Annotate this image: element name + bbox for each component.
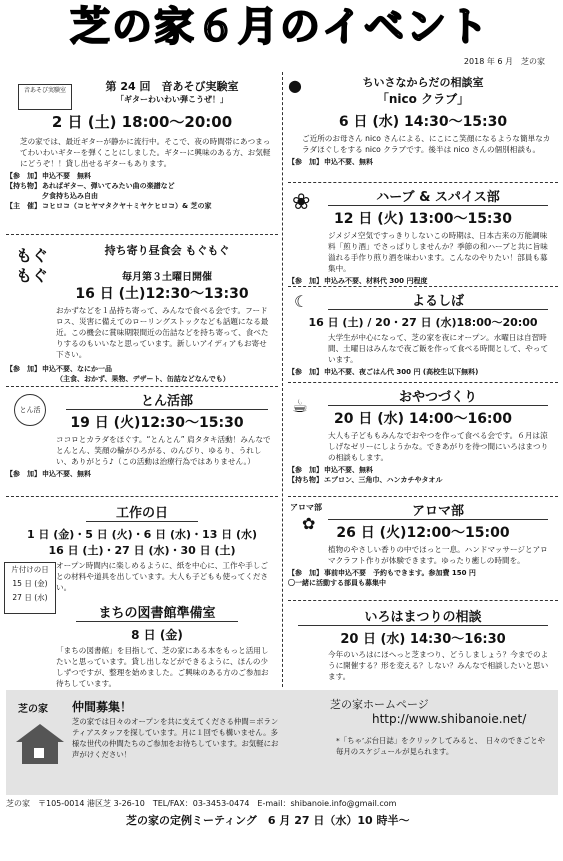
oto-meta-val-3: コヒロコ（コヒヤマタクヤ＋ミヤケヒロコ）& 芝の家	[42, 202, 212, 210]
sprout-icon: ✿	[302, 514, 316, 533]
herb-meta-val: 申込み不要、材料代 300 円程度	[324, 277, 428, 285]
mogumogu-icon: もぐもぐ	[16, 246, 49, 285]
moon-icon: ☾	[294, 292, 309, 311]
event-oto-asobi	[6, 72, 278, 211]
herb-sprig-icon: ❀	[292, 190, 311, 215]
hp-url-link[interactable]: http://www.shibanoie.net/	[372, 712, 527, 726]
mogu-meta-val-1: 申込不要、なにか一品	[42, 365, 112, 373]
cleanup-date-2: 27 日 (水)	[12, 593, 48, 602]
page-title: 芝の家６月のイベント	[70, 4, 490, 50]
divider	[6, 386, 278, 387]
yoru-meta	[288, 367, 558, 377]
recruit-body: 芝の家では日々のオープンを共に支えてくださる仲間＝ボランティアスタッフを探しています。月に１回でも構いません。多様な世代の仲間たちのご参加をお待ちしています。お気軽にお声がけください！	[72, 717, 279, 759]
library-head: まちの図書館準備室	[76, 602, 238, 622]
oyatsu-meta-key-1: 【参 加】	[288, 466, 323, 474]
divider	[288, 496, 558, 497]
recruit-head: 仲間募集！	[72, 700, 133, 714]
yoru-body: 大学生が中心になって、芝の家を夜にオープン。水曜日は自習時間、土曜日はみんなで夜ご飯を作って食べる時間として、やっています。	[328, 333, 549, 364]
herb-head: ハーブ & スパイス部	[328, 186, 548, 206]
aroma-body: 植物のやさしい香りの中でほっと一息。ハンドマッサージとアロマクラフト作りが体験できます。ゆったり癒しの時間を。	[328, 545, 548, 565]
cleanup-date-1: 15 日 (金)	[12, 579, 48, 588]
nico-meta	[288, 157, 558, 167]
yoru-when: 16 日 (土) / 20・27 日 (水)18:00〜20:00	[308, 316, 538, 329]
kousaku-when-1: 1 日 (金)・5 日 (火)・6 日 (水)・13 日 (水)	[26, 528, 258, 541]
aroma-label-icon: アロマ部	[290, 503, 322, 512]
herb-body: ジメジメ空気ですっきりしないこの時期は、日本古来の万能調味料「煎り酒」でさっぱりしませんか？季節の和ハーブと共に旨味溢れる手作り煎り酒を味わいます。こんなのやりたい！部員も募集中。	[328, 231, 548, 273]
event-yorushiba	[288, 290, 558, 377]
mogu-meta-key-1: 【参 加】	[6, 365, 41, 373]
divider	[288, 286, 558, 287]
oto-meta-key-3: 【主 催】	[6, 202, 41, 210]
oyatsu-meta-key-2: 【持ち物】	[288, 476, 323, 484]
oto-when: 2 日 (土) 18:00〜20:00	[51, 113, 233, 131]
herb-meta-key: 【参 加】	[288, 277, 323, 285]
iroha-body: 今年のいろはにほへっと芝まつり、どうしましょう？今までのように開催する？形を変える？しない？みんなで相談したいと思います。	[328, 650, 549, 681]
ton-logo-icon: とん活	[14, 394, 46, 426]
child-figure-icon: ●	[288, 76, 302, 95]
herb-when: 12 日 (火) 13:00〜15:30	[333, 211, 513, 227]
oyatsu-meta-val-2: エプロン、三角巾、ハンカチやタオル	[324, 476, 443, 484]
footer-meeting: 芝の家の定例ミーティング 6 月 27 日（水）10 時半〜	[126, 814, 410, 827]
ton-meta-val: 申込不要、無料	[42, 470, 91, 478]
yoru-meta-key: 【参 加】	[288, 368, 323, 376]
event-ton	[6, 390, 278, 479]
event-mogumogu	[6, 238, 278, 384]
event-library	[6, 602, 278, 689]
house-label: 芝の家	[18, 704, 48, 715]
oto-body: 芝の家では、最近ギターが静かに流行中。そこで、夜の時間帯にあつまってわいわいギターを弾くことにしました。ギターに興味のある方、お気軽にどうぞ！！貸し出せるギターもあります。	[20, 137, 271, 168]
divider	[288, 382, 558, 383]
aroma-meta	[288, 568, 558, 588]
dateline: 2018 年 6 月 芝の家	[463, 57, 545, 66]
column-divider	[282, 72, 283, 687]
library-body: 「まちの図書館」を目指して、芝の家にある本をもっと活用したいと思っています。貸し出しなどができるように、ほんの少しずつですが、整理を始めました。ご興味のある方のご参加お待ちしています。	[56, 646, 269, 688]
herb-meta	[288, 276, 558, 286]
nico-subhead: 「nico クラブ」	[376, 92, 470, 106]
oyatsu-meta-val-1: 申込不要、無料	[324, 466, 373, 474]
mogu-head: 持ち寄り昼食会 もぐもぐ	[104, 244, 230, 257]
nico-head: ちいさなからだの相談室	[362, 76, 484, 89]
aroma-meta-val-2: 〇一緒に活動する部員も募集中	[288, 579, 386, 587]
oto-meta-val-1: 申込不要 無料	[42, 172, 91, 180]
oto-meta-val-2: あればギター、弾いてみたい曲の楽譜など	[42, 182, 175, 190]
yoru-head: よるしば	[328, 290, 548, 310]
oto-meta-key-2: 【持ち物】	[6, 182, 41, 190]
ton-body: ココロとカラダをほぐす。“とんとん” 肩タタキ活動！みんなでとんとん、笑顔の輪がひろがる、のんびり、ゆるり、うれしい、ありがとう♪（この活動は治療行為ではありません。）	[56, 435, 271, 466]
iroha-when: 20 日 (水) 14:30〜16:30	[340, 632, 506, 647]
bowl-icon: ☕	[292, 396, 309, 417]
iroha-head: いろはまつりの相談	[298, 606, 548, 626]
mogu-meta-val-1b: （主食、おかず、果物、デザート、缶詰などなんでも）	[56, 375, 230, 383]
event-oyatsu	[288, 386, 558, 485]
oto-meta-key-1: 【参 加】	[6, 172, 41, 180]
mogu-sub: 毎月第３土曜日開催	[122, 272, 212, 283]
oto-head: 第 24 回 音あそび実験室	[105, 80, 239, 93]
nico-when: 6 日 (水) 14:30〜15:30	[338, 114, 508, 130]
footer-address: 芝の家 〒105-0014 港区芝 3-26-10 TEL/FAX：03-3453-0474 E-mail：shibanoie.info@gmail.com	[6, 799, 397, 808]
oyatsu-meta	[288, 465, 558, 485]
event-nico	[288, 72, 558, 167]
nico-meta-key: 【参 加】	[288, 158, 323, 166]
divider	[6, 234, 278, 235]
divider	[6, 496, 278, 497]
aroma-meta-key: 【参 加】	[288, 569, 323, 577]
yoru-meta-val: 申込不要、夜ごはん代 300 円 (高校生以下無料)	[324, 368, 479, 376]
oyatsu-when: 20 日 (水) 14:00〜16:00	[333, 411, 513, 427]
cleanup-label: 片付けの日	[11, 565, 49, 574]
hp-note: *「ちゃ’ぶ台日誌」をクリックしてみると、 日々のできごとや毎月のスケジュールが見られます。	[336, 736, 545, 756]
oyatsu-head: おやつづくり	[328, 386, 548, 406]
house-window-icon	[34, 748, 44, 758]
ton-meta-key: 【参 加】	[6, 470, 41, 478]
oto-meta	[6, 171, 278, 211]
oto-meta-val-2b: 夕食持ち込み自由	[42, 192, 98, 200]
mogu-body: おかずなどを１品持ち寄って、みんなで食べる会です。フードロス、災害に備えてのローリングストックなども話題になる最近。この機会に賞味期限間近の缶詰などを持ち寄って、食べたりするのもいいなと思っています。新しいアイディアもお寄せ下さい。	[56, 306, 269, 359]
nico-meta-val: 申込不要、無料	[324, 158, 373, 166]
kousaku-when-2: 16 日 (土)・27 日 (水)・30 日 (土)	[48, 544, 236, 557]
kousaku-head: 工作の日	[86, 502, 198, 522]
event-herb	[288, 186, 558, 286]
ton-meta	[6, 469, 278, 479]
event-aroma	[288, 500, 558, 588]
library-when: 8 日 (金)	[131, 628, 183, 642]
oto-subhead: 「ギターわいわい弾こうぜ！」	[116, 95, 228, 104]
right-column	[288, 72, 558, 692]
oto-logo-icon: 音あそび実験室	[18, 84, 72, 110]
divider	[288, 182, 558, 183]
ton-head: とん活部	[66, 390, 268, 410]
aroma-meta-val: 事前申込不要 予約もできます。参加費 150 円	[324, 569, 476, 577]
cleanup-day-box	[4, 562, 56, 614]
nico-body: ご近所のお母さん nico さんによる、にこにこ笑顔になるような簡単なカラダほぐしをする nico クラブです。後半は nico さんの個別相談も。	[302, 134, 551, 154]
kousaku-body: オープン時間内に楽しめるように、紙を中心に、工作や手しごとの材料や道具を出しています。大人も子どもも使ってください。	[56, 561, 269, 592]
hp-label: 芝の家ホームページ	[330, 698, 429, 711]
oyatsu-body: 大人も子どももみんなでおやつを作って食べる会です。６月は涼しげなゼリーにしようかな。できあがりを待つ間にいろはまつりの相談もします。	[328, 431, 549, 462]
ton-when: 19 日 (火)12:30〜15:30	[70, 415, 244, 431]
aroma-head: アロマ部	[328, 500, 548, 520]
mogu-when: 16 日 (土)12:30〜13:30	[75, 286, 249, 302]
divider	[288, 600, 558, 601]
event-iroha	[288, 606, 558, 682]
aroma-when: 26 日 (火)12:00〜15:00	[336, 525, 510, 541]
house-roof-icon	[16, 724, 64, 742]
mogu-meta	[6, 364, 278, 384]
